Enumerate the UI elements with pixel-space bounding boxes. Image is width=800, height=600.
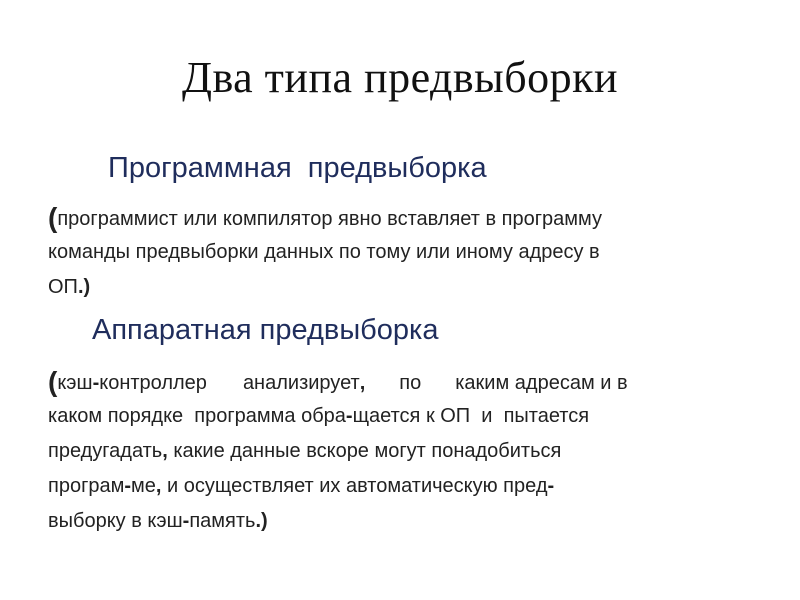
paragraph-line: команды предвыборки данных по тому или иному адресу в — [48, 241, 600, 263]
dash: - — [547, 475, 555, 497]
text: контроллер — [99, 372, 207, 394]
text: по — [399, 372, 422, 394]
comma: , — [359, 372, 366, 394]
text: програм — [48, 475, 125, 497]
comma: , — [155, 475, 162, 497]
dash: - — [182, 510, 190, 532]
paragraph-line — [48, 504, 748, 539]
text: память — [189, 510, 256, 532]
text: щается к ОП и пытается — [352, 405, 590, 427]
slide-title: Два типа предвыборки — [181, 53, 619, 102]
heading-hardware-prefetch: Аппаратная предвыборка — [92, 314, 439, 346]
text: ме — [131, 475, 156, 497]
text: каком порядке программа обра — [48, 405, 346, 427]
dash: - — [345, 405, 353, 427]
paragraph-line — [48, 434, 748, 469]
comma: , — [162, 440, 168, 462]
heading-software-prefetch: Программная предвыборка — [108, 152, 487, 184]
paragraph-software-prefetch — [48, 200, 748, 305]
paragraph-line — [48, 469, 748, 504]
paragraph-line — [48, 270, 748, 305]
text: выборку в кэш — [48, 510, 183, 532]
text: кэш — [57, 372, 93, 394]
open-paren: ( — [48, 202, 58, 233]
paragraph-line — [48, 364, 748, 399]
dash: - — [92, 372, 100, 394]
text: какие данные вскоре могут понадобиться — [167, 440, 562, 462]
dash: - — [124, 475, 132, 497]
text: каким адресам и в — [455, 372, 628, 394]
close-paren: .) — [77, 276, 91, 298]
text: ОП — [48, 276, 78, 298]
open-paren: ( — [48, 366, 58, 397]
text: программист или компилятор явно вставляет в программу — [57, 208, 602, 230]
text: предугадать — [48, 440, 163, 462]
text: и осуществляет их автоматическую пред — [161, 475, 548, 497]
text: анализирует — [242, 372, 360, 394]
paragraph-line — [48, 399, 748, 434]
close-paren: .) — [255, 510, 268, 532]
paragraph-hardware-prefetch — [48, 364, 748, 539]
paragraph-line — [48, 200, 748, 235]
